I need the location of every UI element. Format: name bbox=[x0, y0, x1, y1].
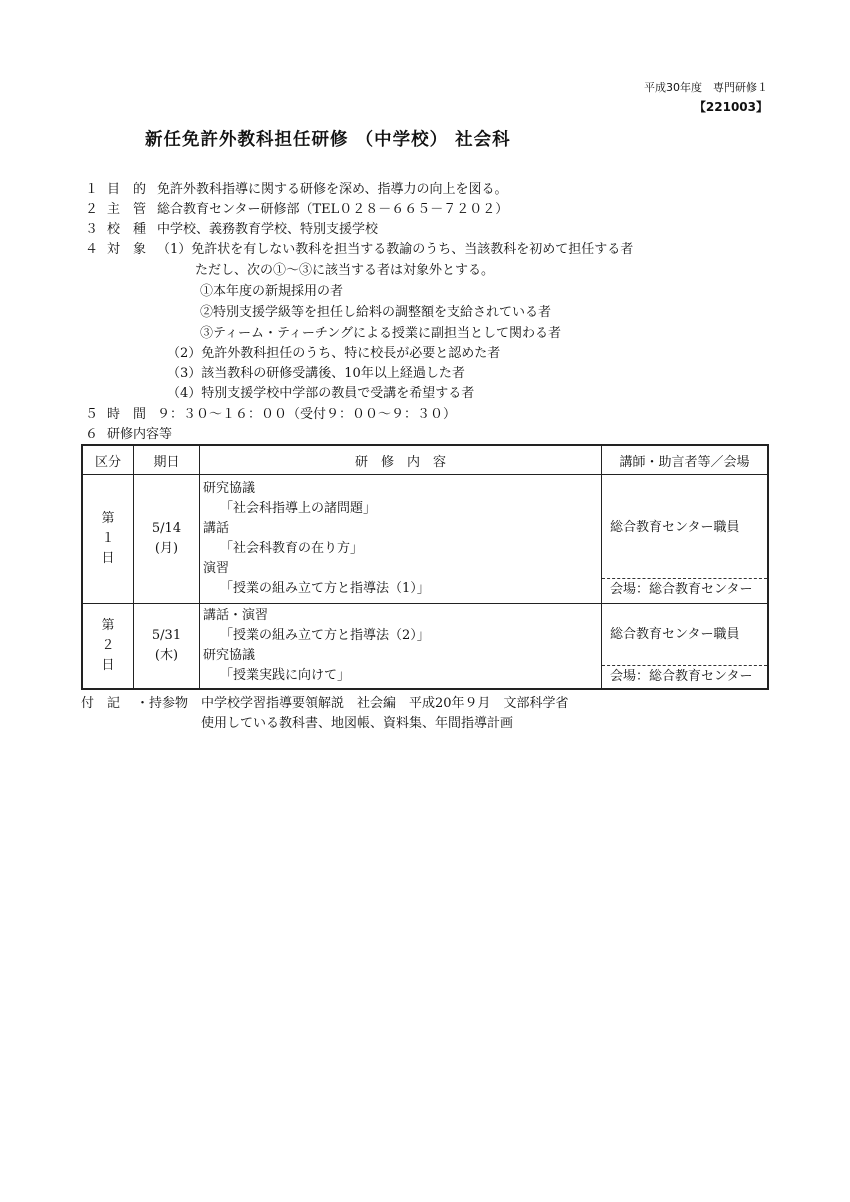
schedule-table bbox=[81, 444, 769, 690]
date-cell: 5/14 (月) bbox=[134, 475, 200, 604]
instructor-venue-cell bbox=[602, 604, 769, 690]
notes-label: 付 記 bbox=[81, 696, 121, 711]
notes-line-1 bbox=[81, 692, 569, 711]
item-label: 主 管 bbox=[107, 202, 147, 217]
content-line: 「授業の組み立て方と指導法（1）」 bbox=[220, 581, 430, 596]
instructor-venue-cell bbox=[602, 475, 769, 604]
item-text: 免許外教科指導に関する研修を深め、指導力の向上を図る。 bbox=[157, 182, 508, 197]
item-text: 研修内容等 bbox=[107, 427, 173, 442]
year-label: 平成30年度 専門研修１ bbox=[644, 81, 768, 94]
venue: 会場：総合教育センター bbox=[602, 665, 767, 688]
header-instructor-venue: 講師・助言者等／会場 bbox=[602, 445, 769, 475]
item-text: （1）免許状を有しない教科を担当する教諭のうち、当該教科を初めて担任する者 bbox=[157, 242, 634, 257]
item-number: ２ bbox=[85, 202, 99, 217]
item-time bbox=[85, 405, 456, 425]
exclusion-2: ②特別支援学級等を担任し給料の調整額を支給されている者 bbox=[200, 305, 552, 320]
header-division: 区分 bbox=[82, 445, 134, 475]
content-line: 研究協議 bbox=[203, 648, 256, 663]
venue: 会場：総合教育センター bbox=[602, 578, 767, 601]
content-line: 「社会科指導上の諸問題」 bbox=[220, 501, 377, 516]
content-cell bbox=[200, 604, 602, 690]
table-row bbox=[82, 475, 768, 604]
content-line: 講話 bbox=[203, 521, 230, 536]
table-row bbox=[82, 604, 768, 690]
item-text: ９：３０～１６：００（受付９：００～９：３０） bbox=[157, 407, 457, 422]
notes-text: ・持参物 中学校学習指導要領解説 社会編 平成20年９月 文部科学省 bbox=[136, 696, 569, 711]
target-3: （3）該当教科の研修受講後、10年以上経過した者 bbox=[167, 366, 465, 381]
item-school-type bbox=[85, 220, 378, 240]
content-line: 「授業実践に向けて」 bbox=[220, 668, 351, 683]
notes-line-2: 使用している教科書、地図帳、資料集、年間指導計画 bbox=[201, 716, 514, 731]
item-number: ５ bbox=[85, 407, 99, 422]
item-text: 中学校、義務教育学校、特別支援学校 bbox=[157, 222, 379, 237]
division-cell: 第 ２ 日 bbox=[82, 604, 134, 690]
item-label: 対 象 bbox=[107, 242, 147, 257]
item-number: ４ bbox=[85, 242, 99, 257]
item-number: ３ bbox=[85, 222, 99, 237]
content-cell bbox=[200, 475, 602, 604]
target-note: ただし、次の①～③に該当する者は対象外とする。 bbox=[195, 263, 495, 278]
content-line: 「授業の組み立て方と指導法（2）」 bbox=[220, 628, 430, 643]
item-purpose bbox=[85, 180, 507, 200]
instructor: 総合教育センター職員 bbox=[610, 520, 740, 535]
item-organizer bbox=[85, 200, 508, 220]
item-text: 総合教育センター研修部（TEL０２８－６６５－７２０２） bbox=[157, 202, 509, 217]
exclusion-1: ①本年度の新規採用の者 bbox=[200, 284, 344, 299]
table-header-row bbox=[82, 445, 768, 475]
target-2: （2）免許外教科担任のうち、特に校長が必要と認めた者 bbox=[167, 346, 501, 361]
header-content: 研 修 内 容 bbox=[200, 445, 602, 475]
item-label: 目 的 bbox=[107, 182, 147, 197]
item-label: 時 間 bbox=[107, 407, 147, 422]
item-number: １ bbox=[85, 182, 99, 197]
item-label: 校 種 bbox=[107, 222, 147, 237]
target-4: （4）特別支援学校中学部の教員で受講を希望する者 bbox=[167, 386, 475, 401]
course-code: 【221003】 bbox=[693, 100, 768, 114]
content-line: 研究協議 bbox=[203, 481, 256, 496]
date-cell: 5/31 (木) bbox=[134, 604, 200, 690]
item-content-heading bbox=[85, 425, 172, 445]
exclusion-3: ③ティーム・ティーチングによる授業に副担当として関わる者 bbox=[200, 326, 562, 341]
header-date: 期日 bbox=[134, 445, 200, 475]
content-line: 講話・演習 bbox=[203, 608, 269, 623]
item-target bbox=[85, 240, 633, 260]
item-number: ６ bbox=[85, 427, 99, 442]
page-title: 新任免許外教科担任研修 （中学校） 社会科 bbox=[145, 130, 511, 150]
division-cell: 第 １ 日 bbox=[82, 475, 134, 604]
instructor: 総合教育センター職員 bbox=[610, 627, 740, 642]
content-line: 「社会科教育の在り方」 bbox=[220, 541, 364, 556]
content-line: 演習 bbox=[203, 561, 230, 576]
